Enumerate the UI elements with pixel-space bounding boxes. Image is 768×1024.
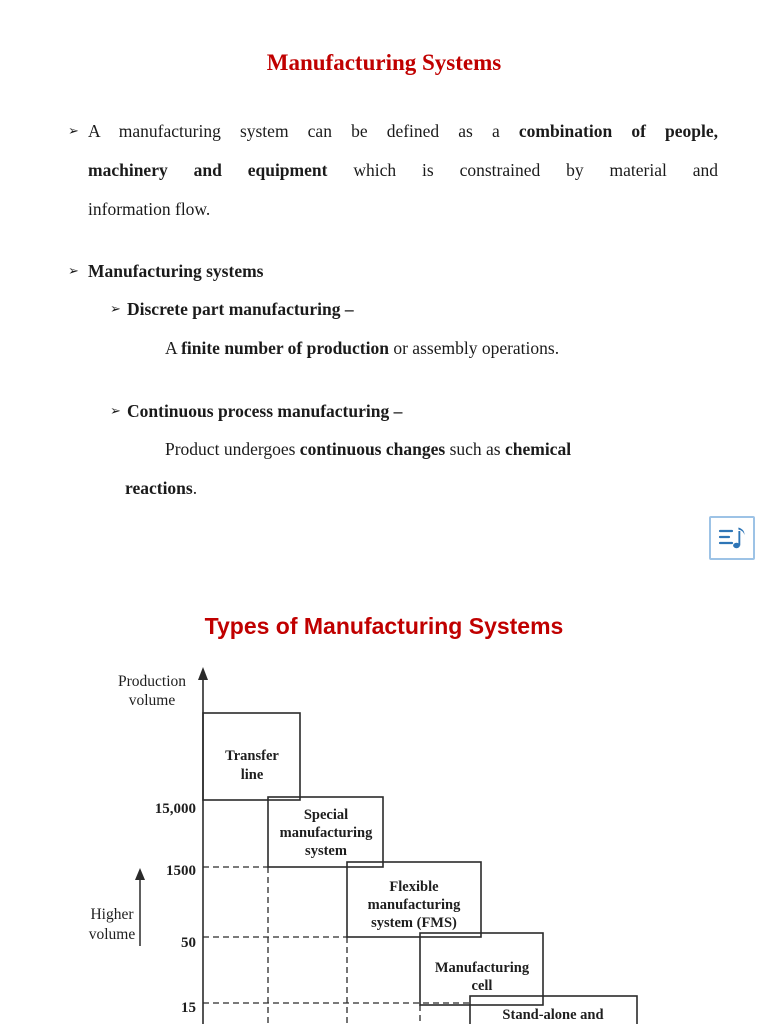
tick-1500: 1500 xyxy=(166,863,196,879)
text-segment: Product undergoes xyxy=(165,439,300,459)
bullet-definition xyxy=(68,112,718,229)
text-line xyxy=(88,112,718,151)
text-segment: A xyxy=(165,338,182,358)
special-system-label: manufacturing xyxy=(279,825,373,841)
slide2-title: Types of Manufacturing Systems xyxy=(204,613,564,639)
system-box-labels xyxy=(225,748,603,1023)
bullet-text: Manufacturing systems xyxy=(88,261,264,281)
bullet-manufacturing-systems xyxy=(68,252,718,291)
y-axis xyxy=(118,667,208,1024)
text-segment: A manufacturing system can be defined as a xyxy=(88,121,519,141)
text-segment-bold: reactions xyxy=(125,478,193,498)
embedded-audio-button[interactable] xyxy=(709,516,755,560)
text-segment-bold: continuous changes xyxy=(299,439,446,459)
text-segment-bold: machinery and equipment xyxy=(88,160,328,180)
text-segment: which is constrained by material and xyxy=(327,160,719,180)
bullet-arrow-icon: ➢ xyxy=(68,124,79,139)
y-tick-labels xyxy=(155,801,196,1016)
transfer-line-label: Transfer xyxy=(225,748,279,764)
fms-label: manufacturing xyxy=(367,897,461,913)
bullet-continuous-process xyxy=(110,392,710,431)
transfer-line-label: line xyxy=(240,767,264,783)
text-segment-bold: combination of people, xyxy=(518,121,718,141)
tick-15000: 15,000 xyxy=(154,801,196,817)
higher-volume-label: Higher xyxy=(90,906,134,923)
discrete-part-detail xyxy=(165,329,705,368)
text-segment: . xyxy=(192,478,198,498)
text-segment: such as xyxy=(445,439,505,459)
text-segment: information flow. xyxy=(88,199,211,219)
slide1-title: Manufacturing Systems xyxy=(266,50,502,75)
bullet-text xyxy=(88,112,718,229)
manufacturing-cell-label: Manufacturing xyxy=(434,960,530,976)
axis-arrowhead xyxy=(198,667,208,680)
up-arrowhead xyxy=(135,868,145,880)
tick-50: 50 xyxy=(181,935,196,951)
bullet-discrete-part xyxy=(110,290,710,329)
bullet-text: Continuous process manufacturing – xyxy=(127,401,403,421)
text-line xyxy=(88,151,718,190)
special-system-label: system xyxy=(305,843,347,859)
higher-volume-label: volume xyxy=(88,926,136,943)
higher-volume-annotation xyxy=(89,868,145,946)
tick-15: 15 xyxy=(181,1000,196,1016)
fms-label: Flexible xyxy=(389,879,439,895)
audio-note-icon xyxy=(717,523,747,553)
text-segment-bold: chemical xyxy=(504,439,572,459)
special-system-label: Special xyxy=(303,807,349,823)
y-axis-label: volume xyxy=(128,692,176,709)
bullet-text: Discrete part manufacturing – xyxy=(127,299,354,319)
y-axis-label: Production xyxy=(117,673,187,690)
text-line xyxy=(88,190,718,229)
bullet-arrow-icon: ➢ xyxy=(110,404,121,419)
fms-label: system (FMS) xyxy=(371,915,457,931)
bullet-arrow-icon: ➢ xyxy=(110,302,121,317)
text-segment-bold: finite number of production xyxy=(181,338,389,358)
stand-alone-label: Stand-alone and xyxy=(502,1007,604,1023)
bullet-arrow-icon: ➢ xyxy=(68,264,79,279)
manufacturing-cell-label: cell xyxy=(471,978,493,994)
types-of-manufacturing-systems-chart xyxy=(0,660,768,1024)
continuous-process-detail xyxy=(125,430,685,508)
text-segment: or assembly operations. xyxy=(388,338,560,358)
